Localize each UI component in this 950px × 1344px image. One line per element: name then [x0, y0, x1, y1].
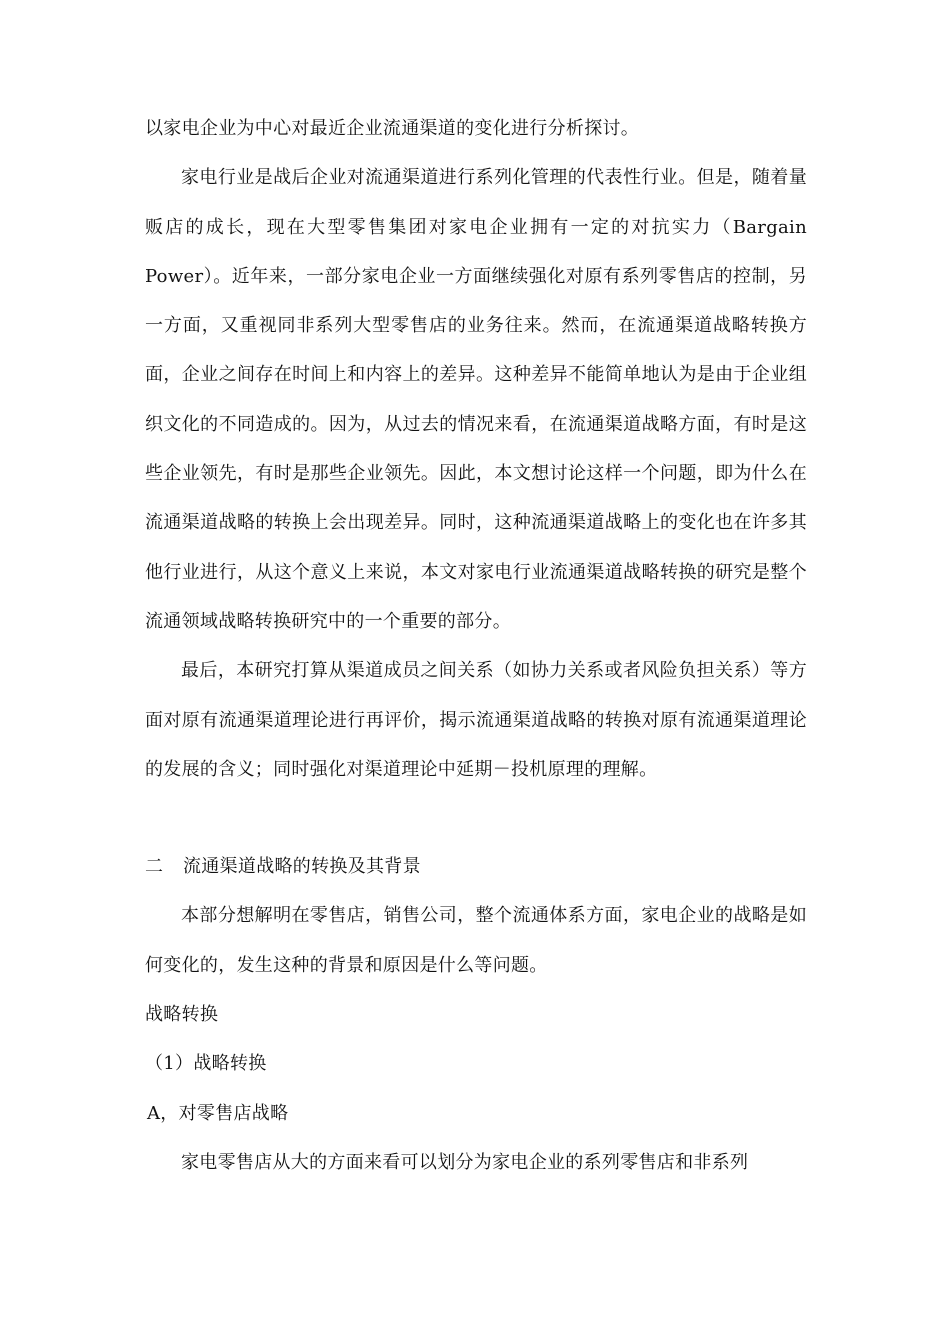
subheading-retail-strategy: A，对零售店战略: [147, 1102, 289, 1124]
body-paragraph-2: 家电行业是战后企业对流通渠道进行系列化管理的代表性行业。但是，随着量贩店的成长，现在大型零售集团对家电企业拥有一定的对抗实力（Bargain Power）。近年来，一部分家电企业一方面继续强化对原有系列零售店的控制，另一方面，又重视同非系列大型零售店的业务往来。然而，在流通渠道战略转换方面，企业之间存在时间上和内容上的差异。这种差异不能简单地认为是由于企业组织文化的不同造成的。因为，从过去的情况来看，在流通渠道战略方面，有时是这些企业领先，有时是那些企业领先。因此，本文想讨论这样一个问题，即为什么在流通渠道战略的转换上会出现差异。同时，这种流通渠道战略上的变化也在许多其他行业进行，从这个意义上来说，本文对家电行业流通渠道战略转换的研究是整个流通领域战略转换研究中的一个重要的部分。: [145, 167, 807, 632]
body-paragraph-1: 以家电企业为中心对最近企业流通渠道的变化进行分析探讨。: [145, 118, 640, 139]
section-paragraph: 本部分想解明在零售店，销售公司，整个流通体系方面，家电企业的战略是如何变化的，发生这种的背景和原因是什么等问题。: [145, 905, 807, 976]
subheading-strategy-shift: 战略转换: [145, 1004, 219, 1026]
subheading-strategy-shift-1: （1）战略转换: [145, 1053, 267, 1075]
section-number: 二: [145, 856, 164, 878]
body-paragraph-3: 最后，本研究打算从渠道成员之间关系（如协力关系或者风险负担关系）等方面对原有流通渠道理论进行再评价，揭示流通渠道战略的转换对原有流通渠道理论的发展的含义；同时强化对渠道理论中延期－投机原理的理解。: [145, 660, 807, 780]
section-heading: [145, 842, 807, 891]
document-page: [145, 104, 807, 1187]
body-paragraph-final: 家电零售店从大的方面来看可以划分为家电企业的系列零售店和非系列: [181, 1151, 749, 1173]
section-title: 流通渠道战略的转换及其背景: [183, 856, 421, 878]
